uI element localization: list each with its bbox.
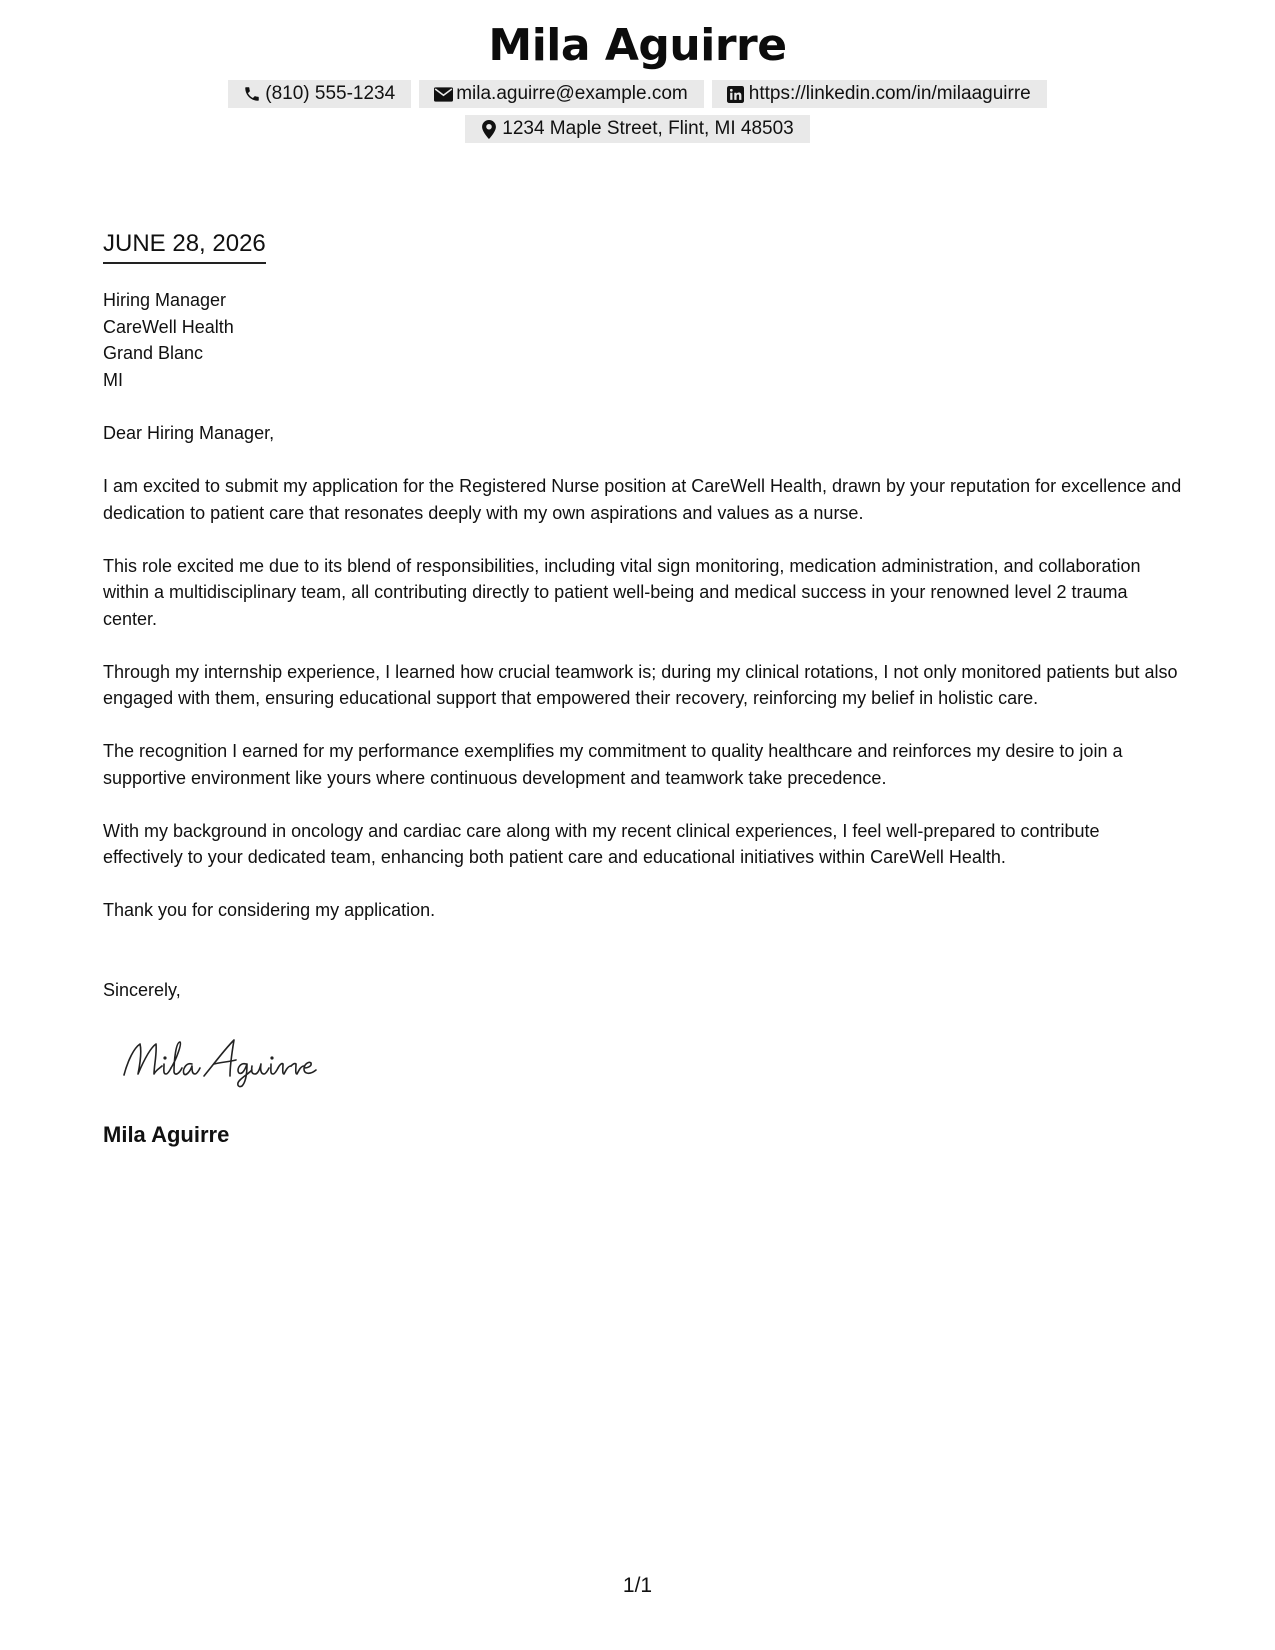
address-text: 1234 Maple Street, Flint, MI 48503 — [502, 118, 794, 139]
contact-row-secondary — [0, 115, 1275, 143]
linkedin-icon — [726, 84, 746, 104]
address-chip[interactable] — [465, 115, 810, 143]
recipient-city: Grand Blanc — [103, 343, 204, 363]
linkedin-chip[interactable] — [712, 80, 1047, 108]
email-text: mila.aguirre@example.com — [456, 83, 688, 104]
linkedin-text: https://linkedin.com/in/milaaguirre — [748, 83, 1031, 104]
recipient-title: Hiring Manager — [103, 290, 227, 310]
body-paragraph: I am excited to submit my application for the Registered Nurse position at CareWell Health, drawn by your reputation for excellence and dedication to patient care that resonates deeply with my own aspirations and values as a nurse. — [103, 476, 1182, 523]
closing-line: Sincerely, — [103, 980, 181, 1000]
handwritten-signature — [118, 1030, 358, 1090]
recipient-state: MI — [103, 369, 123, 390]
page-indicator: 1/1 — [622, 1574, 653, 1597]
recipient-block — [103, 287, 234, 393]
body-paragraph: With my background in oncology and cardiac care along with my recent clinical experiences, I feel well-prepared to contribute effectively to your dedicated team, enhancing both patient care and educational initiatives within CareWell Health. — [103, 820, 1100, 867]
recipient-company: CareWell Health — [103, 316, 234, 337]
applicant-name-heading: Mila Aguirre — [488, 20, 787, 71]
body-paragraph: Through my internship experience, I learned how crucial teamwork is; during my clinical rotations, I not only monitored patients but also engaged with them, ensuring educational support that empowered their recovery, reinforcing my belief in holistic care. — [103, 661, 1178, 708]
envelope-icon — [433, 84, 453, 104]
body-paragraph: This role excited me due to its blend of responsibilities, including vital sign monitoring, medication administration, and collaboration within a multidisciplinary team, all contributing directly to patient well-being and medical success in your renowned level 2 trauma center. — [103, 555, 1141, 629]
body-paragraph: The recognition I earned for my performance exemplifies my commitment to quality healthcare and reinforces my desire to join a supportive environment like yours where continuous development and teamwork take precedence. — [103, 741, 1123, 788]
email-chip[interactable] — [419, 80, 704, 108]
letter-date: JUNE 28, 2026 — [103, 228, 266, 264]
salutation: Dear Hiring Manager, — [103, 423, 275, 443]
contact-row-primary — [0, 80, 1275, 108]
letter-body — [103, 420, 1183, 950]
signer-name: Mila Aguirre — [103, 1122, 230, 1147]
phone-icon — [242, 84, 262, 104]
phone-text: (810) 555-1234 — [265, 83, 396, 104]
body-paragraph: Thank you for considering my application. — [103, 900, 436, 920]
map-pin-icon — [479, 119, 499, 139]
phone-chip[interactable] — [228, 80, 411, 108]
